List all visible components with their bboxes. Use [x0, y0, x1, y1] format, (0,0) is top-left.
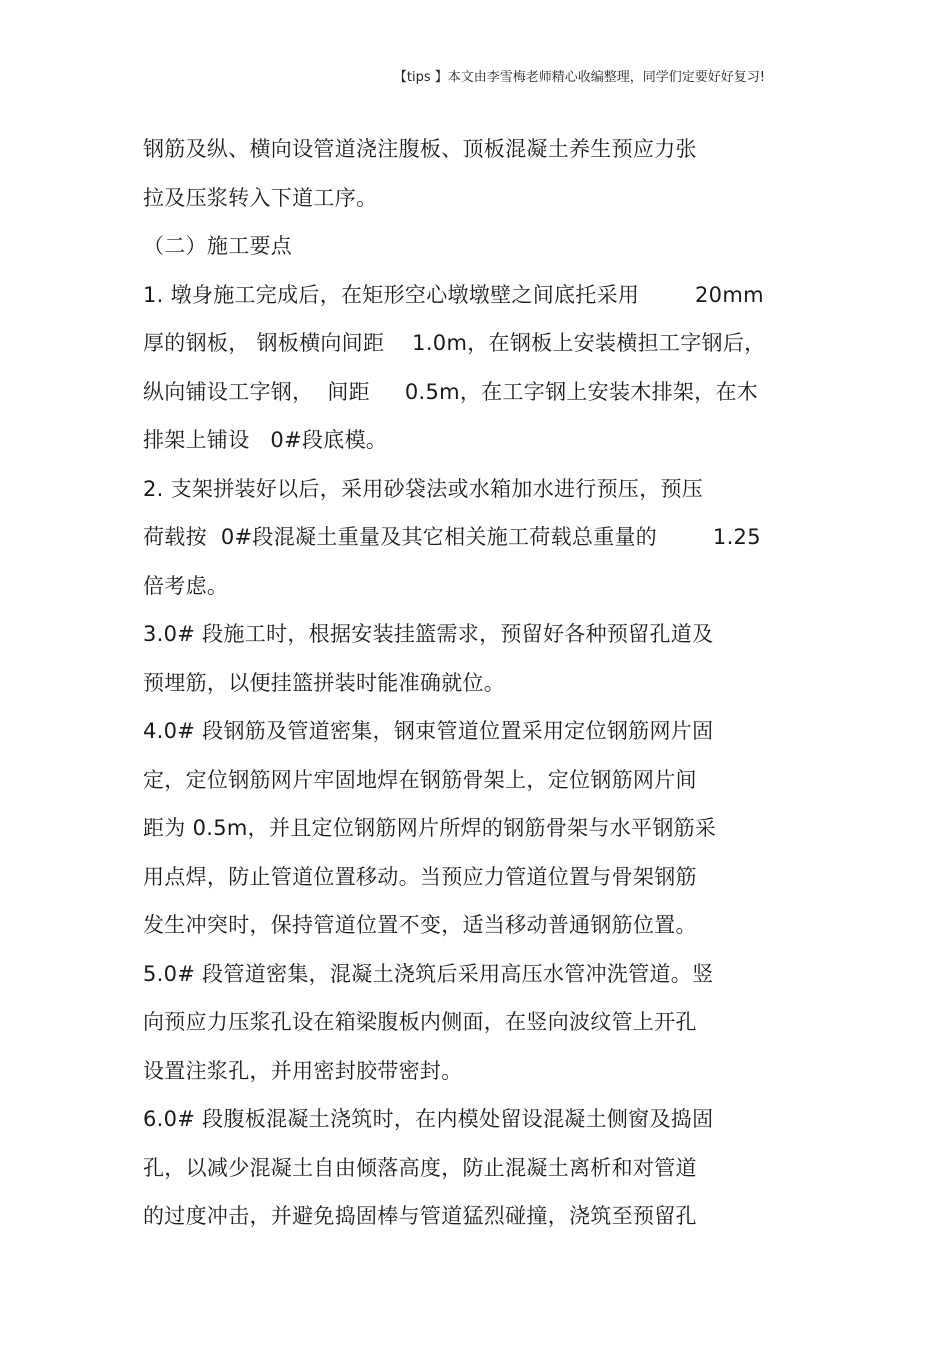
text-line: 钢筋及纵、横向设管道浇注腹板、顶板混凝土养生预应力张 — [143, 137, 697, 161]
text-line: 的过度冲击，并避免捣固棒与管道猛烈碰撞，浇筑至预留孔 — [143, 1204, 697, 1228]
text-line: 定，定位钢筋网片牢固地焊在钢筋骨架上，定位钢筋网片间 — [143, 767, 697, 792]
text-line: 2. 支架拼装好以后，采用砂袋法或水箱加水进行预压，预压 — [143, 476, 704, 501]
text-line: 距为 0.5m，并且定位钢筋网片所焊的钢筋骨架与水平钢筋采 — [143, 816, 717, 840]
text-line: 4.0# 段钢筋及管道密集，钢束管道位置采用定位钢筋网片固 — [143, 719, 714, 743]
text-line: 发生冲突时，保持管道位置不变，适当移动普通钢筋位置。 — [143, 913, 697, 937]
text-line: 5.0# 段管道密集，混凝土浇筑后采用高压水管冲洗管道。竖 — [143, 961, 714, 986]
text-line: 3.0# 段施工时，根据安装挂篮需求，预留好各种预留孔道及 — [143, 622, 714, 646]
text-line: 1. 墩身施工完成后，在矩形空心墩墩壁之间底托采用 20mm — [143, 282, 764, 307]
text-line: 排架上铺设 0#段底模。 — [143, 428, 388, 452]
text-line: 荷载按 0#段混凝土重量及其它相关施工荷载总重量的 1.25 — [143, 525, 761, 549]
text-line: 预埋筋，以便挂篮拼装时能准确就位。 — [143, 670, 506, 695]
text-line: 厚的钢板， 钢板横向间距 1.0m，在钢板上安装横担工字钢后， — [143, 331, 766, 355]
header-tip: 【tips 】本文由李雪梅老师精心收编整理，同学们定要好好复习! — [393, 70, 765, 85]
text-line: 设置注浆孔，并用密封胶带密封。 — [143, 1058, 463, 1083]
text-line: 拉及压浆转入下道工序。 — [143, 185, 378, 210]
text-line: 纵向铺设工字钢， 间距 0.5m，在工字钢上安装木排架，在木 — [143, 379, 759, 404]
text-line: 向预应力压浆孔设在箱梁腹板内侧面，在竖向波纹管上开孔 — [143, 1010, 697, 1034]
text-line: 倍考虑。 — [143, 573, 229, 598]
text-line: 用点焊，防止管道位置移动。当预应力管道位置与骨架钢筋 — [143, 864, 697, 889]
text-line: 孔，以减少混凝土自由倾落高度，防止混凝土离析和对管道 — [143, 1155, 697, 1180]
section-heading: （二）施工要点 — [143, 234, 293, 258]
text-line: 6.0# 段腹板混凝土浇筑时，在内模处留设混凝土侧窗及捣固 — [143, 1107, 714, 1131]
body-text — [143, 125, 823, 1241]
